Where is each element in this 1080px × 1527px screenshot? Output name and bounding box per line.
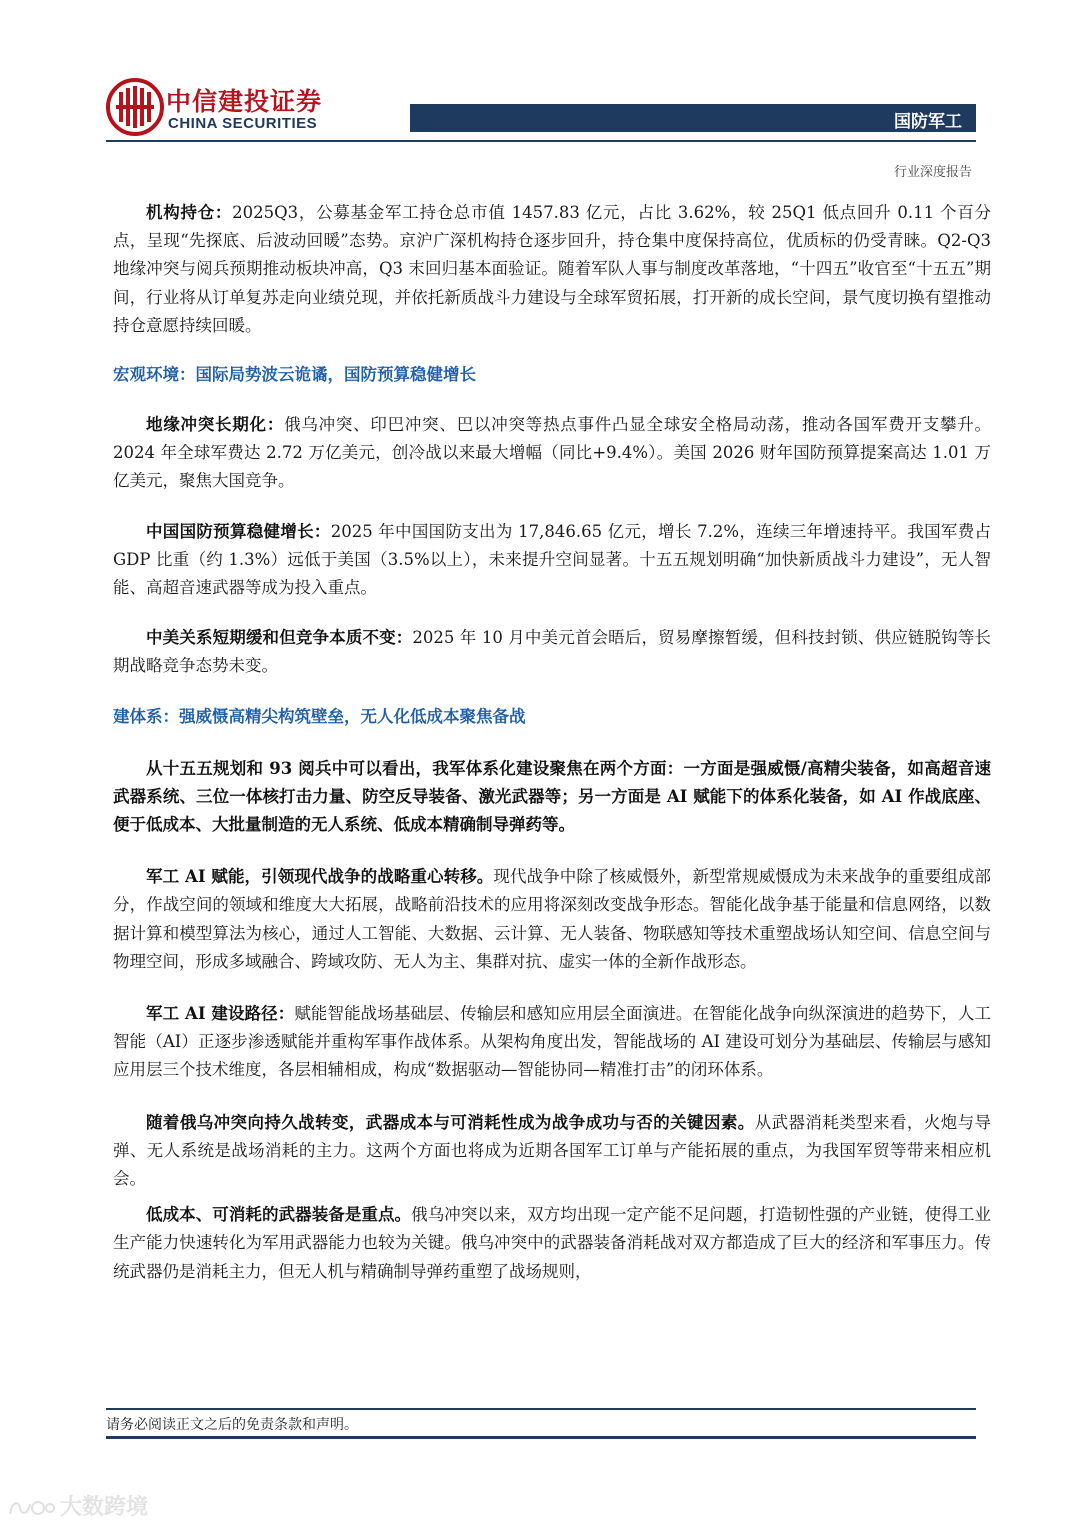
paragraph-us-china bbox=[113, 624, 991, 680]
paragraph-lead: 机构持仓： bbox=[146, 203, 233, 222]
paragraph-low-cost bbox=[113, 1201, 991, 1286]
paragraph-defense-budget bbox=[113, 518, 991, 603]
paragraph-institutional-holdings bbox=[113, 199, 991, 340]
footer-divider-bottom bbox=[106, 1436, 976, 1439]
china-securities-logo-icon bbox=[106, 78, 164, 136]
paragraph-text: 赋能智能战场基础层、传输层和感知应用层全面演进。在智能化战争向纵深演进的趋势下，人工智能（AI）正逐步渗透赋能并重构军事作战体系。从架构角度出发，智能战场的 AI 建设可划分为基础层、传输层与感知应用层三个技术维度，各层相辅相成，构成“数据驱动—智能协同—精准打击”的闭环体系。 bbox=[113, 1004, 992, 1080]
paragraph-text: 现代战争中除了核威慑外，新型常规威慑成为未来战争的重要组成部分，作战空间的领域和维度大大拓展，战略前沿技术的应用将深刻改变战争形态。智能化战争基于能量和信息网络，以数据计算和模型算法为核心，通过人工智能、大数据、云计算、无人装备、物联感知等技术重塑战场认知空间、信息空间与物理空间，形成多域融合、跨域攻防、无人为主、集群对抗、虚实一体的全新作战形态。 bbox=[113, 867, 992, 971]
section-heading-system: 建体系：强威慑高精尖构筑壁垒，无人化低成本聚焦备战 bbox=[113, 706, 526, 726]
paragraph-system-building bbox=[113, 755, 991, 840]
paragraph-lead: 低成本、可消耗的武器装备是重点。 bbox=[146, 1205, 412, 1225]
paragraph-text: 2025 年中国国防支出为 17,846.65 亿元，增长 7.2%，连续三年增速持平。我国军费占 GDP 比重（约 1.3%）远低于美国（3.5%以上），未来提升空间显著。十五五规划明确“加快新质战斗力建设”，无人智能、高超音速武器等成为投入重点。 bbox=[113, 521, 991, 598]
paragraph-text: 俄乌冲突、印巴冲突、巴以冲突等热点事件凸显全球安全格局动荡，推动各国军费开支攀升。2024 年全球军费达 2.72 万亿美元，创冷战以来最大增幅（同比+9.4%）。美国 2026 财年国防预算提案高达 1.01 万亿美元，聚焦大国竞争。 bbox=[113, 415, 992, 491]
sector-label: 国防军工 bbox=[894, 112, 962, 132]
paragraph-text: 从武器消耗类型来看，火炮与导弹、无人系统是战场消耗的主力。这两个方面也将成为近期各国军工订单与产能拓展的重点，为我国军贸等带来相应机会。 bbox=[113, 1112, 992, 1189]
paragraph-text: 2025 年 10 月中美元首会晤后，贸易摩擦暂缓，但科技封锁、供应链脱钩等长期战略竞争态势未变。 bbox=[113, 628, 991, 676]
watermark bbox=[6, 1490, 148, 1521]
paragraph-lead: 军工 AI 建设路径： bbox=[146, 1004, 295, 1024]
brand-name-en: CHINA SECURITIES bbox=[168, 115, 318, 132]
paragraph-lead: 从十五五规划和 93 阅兵中可以看出，我军体系化建设聚焦在两个方面：一方面是强威慑/高精尖装备，如高超音速武器系统、三位一体核打击力量、防空反导装备、激光武器等；另一方面是 AI 赋能下的体系化装备，如 AI 作战底座、便于低成本、大批量制造的无人系统、低成本精确制导弹药等。 bbox=[113, 758, 991, 835]
watermark-logo-icon bbox=[6, 1496, 56, 1520]
paragraph-lead: 随着俄乌冲突向持久战转变，武器成本与可消耗性成为战争成功与否的关键因素。 bbox=[146, 1112, 755, 1132]
paragraph-geopolitics bbox=[113, 411, 991, 496]
header-divider bbox=[106, 140, 976, 142]
paragraph-ai-empowerment bbox=[113, 863, 991, 976]
paragraph-text: 2025Q3，公募基金军工持仓总市值 1457.83 亿元，占比 3.62%，较 25Q1 低点回升 0.11 个百分点，呈现“先探底、后波动回暖”态势。京沪广深机构持仓逐步回升，持仓集中度保持高位，优质标的仍受青睐。Q2-Q3 地缘冲突与阅兵预期推动板块冲高，Q3 末回归基本面验证。随着军队人事与制度改革落地，“十四五”收官至“十五五”期间，行业将从订单复苏走向业绩兑现，并依托新质战斗力建设与全球军贸拓展，打开新的成长空间，景气度切换有望推动持仓意愿持续回暖。 bbox=[113, 203, 992, 335]
report-type-label: 行业深度报告 bbox=[893, 165, 972, 180]
paragraph-text: 俄乌冲突以来，双方均出现一定产能不足问题，打造韧性强的产业链，使得工业生产能力快速转化为军用武器能力也较为关键。俄乌冲突中的武器装备消耗战对双方都造成了巨大的经济和军事压力。传统武器仍是消耗主力，但无人机与精确制导弹药重塑了战场规则， bbox=[113, 1205, 992, 1281]
paragraph-lead: 中美关系短期缓和但竞争本质不变： bbox=[146, 628, 413, 648]
paragraph-ai-path bbox=[113, 1000, 991, 1085]
watermark-text: 大数跨境 bbox=[60, 1495, 149, 1520]
paragraph-lead: 地缘冲突长期化： bbox=[146, 415, 285, 435]
report-body bbox=[113, 199, 991, 1286]
section-heading-macro: 宏观环境：国际局势波云诡谲，国防预算稳健增长 bbox=[113, 365, 476, 385]
footer-divider-top bbox=[106, 1408, 976, 1410]
paragraph-lead: 中国国防预算稳健增长： bbox=[146, 521, 331, 541]
paragraph-lead: 军工 AI 赋能，引领现代战争的战略重心转移。 bbox=[146, 867, 494, 887]
paragraph-attrition bbox=[113, 1109, 991, 1194]
sector-banner bbox=[410, 104, 976, 132]
brand-name-cn: 中信建投证券 bbox=[166, 87, 323, 116]
footer-disclaimer: 请务必阅读正文之后的免责条款和声明。 bbox=[106, 1417, 358, 1433]
